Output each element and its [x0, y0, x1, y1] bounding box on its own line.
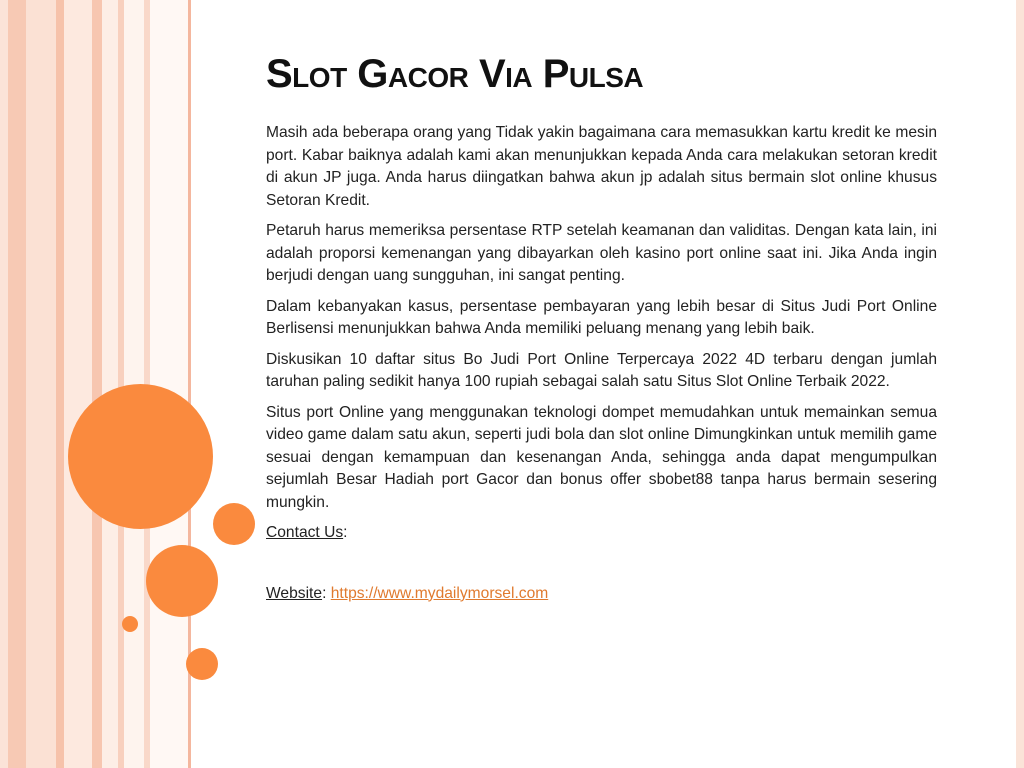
decor-stripe: [64, 0, 92, 768]
decor-stripe-right: [1016, 0, 1024, 768]
page-title: Slot Gacor Via Pulsa: [266, 52, 644, 96]
slide-content: [266, 52, 937, 605]
website-link[interactable]: https://www.mydailymorsel.com: [330, 584, 549, 602]
decor-stripe: [150, 0, 188, 768]
decor-stripe: [26, 0, 56, 768]
decor-stripe: [102, 0, 118, 768]
decor-circle-small: [186, 648, 218, 680]
decor-circle-tiny: [122, 616, 138, 632]
decor-stripe: [92, 0, 102, 768]
contact-label: Contact Us: [266, 524, 344, 541]
decor-stripe: [0, 0, 8, 768]
decor-circle-large: [68, 384, 213, 529]
paragraph: Dalam kebanyakan kasus, persentase pembayaran yang lebih besar di Situs Judi Port Online Berlisensi menunjukkan bahwa Anda memiliki peluang menang yang lebih baik.: [266, 297, 937, 337]
website-colon: :: [322, 584, 331, 602]
paragraph: Situs port Online yang menggunakan teknologi dompet memudahkan untuk memainkan semua video game dalam satu akun, seperti judi bola dan slot online Dimungkinkan untuk memilih game sesuai dengan kemampuan dan kesenangan Anda, sehingga anda dapat mengumpulkan sejumlah Besar Hadiah port Gacor dan bonus offer sbobet88 tanpa harus bermain sesering mungkin.: [266, 403, 937, 511]
contact-line: [266, 522, 937, 545]
contact-colon: :: [343, 524, 348, 541]
decor-stripe: [8, 0, 26, 768]
decor-stripe: [56, 0, 64, 768]
website-label: Website: [266, 584, 323, 602]
paragraph: Petaruh harus memeriksa persentase RTP setelah keamanan dan validitas. Dengan kata lain, ini adalah proporsi kemenangan yang dibayarkan oleh kasino port online saat ini. Jika Anda ingin berjudi dengan uang sungguhan, ini sangat penting.: [266, 222, 937, 284]
paragraph: Masih ada beberapa orang yang Tidak yakin bagaimana cara memasukkan kartu kredit ke mesin port. Kabar baiknya adalah kami akan menunjukkan kepada Anda cara melakukan setoran kredit di akun JP juga. Anda harus diingatkan bahwa akun jp adalah situs bermain slot online khusus Setoran Kredit.: [266, 124, 937, 209]
paragraph: Diskusikan 10 daftar situs Bo Judi Port Online Terpercaya 2022 4D terbaru dengan jumlah taruhan paling sedikit hanya 100 rupiah sebagai salah satu Situs Slot Online Terbaik 2022.: [266, 350, 937, 390]
website-line: [266, 583, 937, 606]
decor-circle-small: [213, 503, 255, 545]
decor-circle-medium: [146, 545, 218, 617]
